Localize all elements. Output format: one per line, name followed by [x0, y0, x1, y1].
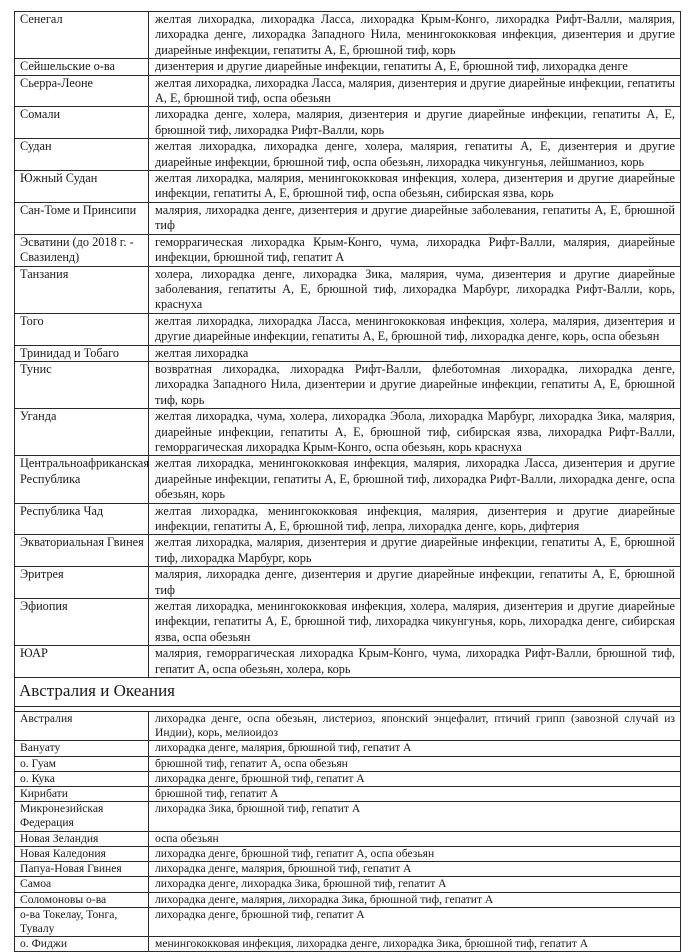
oceania-header-section — [15, 678, 681, 712]
disease-list: возвратная лихорадка, лихорадка Рифт-Валли, флеботомная лихорадка, лихорадка денге, лихорадка Западного Нила, дизентерии и другие диарейные инфекции, гепатиты А, Е, брюшной тиф, корь — [149, 361, 681, 408]
disease-list: желтая лихорадка, лихорадка Ласса, лихорадка Крым-Конго, лихорадка Рифт-Валли, малярия, лихорадка денге, лихорадка Западного Нила, менингококковая инфекция, дизентерия и другие диарейные инфекции, гепатиты А, Е, брюшной тиф, корь — [149, 12, 681, 59]
table-row — [15, 862, 681, 877]
country-name: о-ва Токелау, Тонга, Тувалу — [15, 907, 149, 936]
table-row — [15, 802, 681, 831]
table-row — [15, 535, 681, 567]
table-row — [15, 937, 681, 952]
disease-list: дизентерия и другие диарейные инфекции, гепатиты А, Е, брюшной тиф, лихорадка денге — [149, 59, 681, 75]
table-row — [15, 107, 681, 139]
table-row — [15, 139, 681, 171]
disease-list: желтая лихорадка, менингококковая инфекция, холера, малярия, дизентерия и другие диарейные инфекции, гепатиты А, Е, брюшной тиф, лихорадка чикунгунья, корь, лихорадка денге, сибирская язва, оспа обезьян — [149, 599, 681, 646]
oceania-section — [15, 712, 681, 952]
country-name: Республика Чад — [15, 503, 149, 535]
disease-list: желтая лихорадка, менингококковая инфекция, малярия, дизентерия и другие диарейные инфекции, гепатиты А, Е, брюшной тиф, лепра, лихорадка денге, корь, дифтерия — [149, 503, 681, 535]
table-row — [15, 892, 681, 907]
country-name: о. Гуам — [15, 756, 149, 771]
disease-list: лихорадка денге, малярия, брюшной тиф, гепатит А — [149, 741, 681, 756]
table-row — [15, 741, 681, 756]
country-name: о. Кука — [15, 771, 149, 786]
disease-list: лихорадка денге, малярия, лихорадка Зика, брюшной тиф, гепатит А — [149, 892, 681, 907]
country-name: Центральноафриканская Республика — [15, 456, 149, 503]
country-name: Сенегал — [15, 12, 149, 59]
country-name: Австралия — [15, 712, 149, 741]
country-name: Сомали — [15, 107, 149, 139]
disease-list: лихорадка денге, оспа обезьян, листериоз, японский энцефалит, птичий грипп (завозной случай из Индии), корь, мелиоидоз — [149, 712, 681, 741]
table-row — [15, 567, 681, 599]
disease-list: малярия, лихорадка денге, дизентерия и другие диарейные заболевания, гепатиты А, Е, брюшной тиф — [149, 202, 681, 234]
disease-list: желтая лихорадка, чума, холера, лихорадка Эбола, лихорадка Марбург, лихорадка Зика, малярия, диарейные инфекции, гепатиты А, Е, брюшной тиф, сибирская язва, лихорадка Рифт-Валли, геморрагическая лихорадка Крым-Конго, оспа обезьян, корь краснуха — [149, 409, 681, 456]
document-page — [14, 11, 681, 952]
country-name: Микронезийская Федерация — [15, 802, 149, 831]
table-row — [15, 12, 681, 59]
disease-list: геморрагическая лихорадка Крым-Конго, чума, лихорадка Рифт-Валли, малярия, диарейные инфекции, брюшной тиф, гепатит А — [149, 234, 681, 266]
disease-list: холера, лихорадка денге, лихорадка Зика, малярия, чума, дизентерия и другие диарейные заболевания, гепатиты А, Е, брюшной тиф, лихорадка Марбург, лихорадка Рифт-Валли, корь, краснуха — [149, 266, 681, 313]
disease-list: оспа обезьян — [149, 831, 681, 846]
disease-list: менингококковая инфекция, лихорадка денге, лихорадка Зика, брюшной тиф, гепатит А — [149, 937, 681, 952]
country-name: Папуа-Новая Гвинея — [15, 862, 149, 877]
section-header-row — [15, 678, 681, 707]
table-row — [15, 756, 681, 771]
country-name: Кирибати — [15, 787, 149, 802]
country-name: Тунис — [15, 361, 149, 408]
disease-list: малярия, лихорадка денге, дизентерия и другие диарейные инфекции, гепатиты А, Е, брюшной тиф — [149, 567, 681, 599]
country-name: Судан — [15, 139, 149, 171]
country-name: Танзания — [15, 266, 149, 313]
table-row — [15, 345, 681, 361]
table-row — [15, 846, 681, 861]
disease-list: лихорадка денге, малярия, брюшной тиф, гепатит А — [149, 862, 681, 877]
table-row — [15, 771, 681, 786]
country-name: Эсватини (до 2018 г. - Свазиленд) — [15, 234, 149, 266]
disease-list: лихорадка денге, холера, малярия, дизентерия и другие диарейные инфекции, гепатиты А, Е, брюшной тиф, лихорадка Рифт-Валли, корь — [149, 107, 681, 139]
table-row — [15, 171, 681, 203]
country-name: Сан-Томе и Принсипи — [15, 202, 149, 234]
disease-list: желтая лихорадка — [149, 345, 681, 361]
disease-list: лихорадка денге, брюшной тиф, гепатит А — [149, 771, 681, 786]
table-row — [15, 877, 681, 892]
country-name: Уганда — [15, 409, 149, 456]
country-name: Новая Зеландия — [15, 831, 149, 846]
country-name: Тринидад и Тобаго — [15, 345, 149, 361]
table-row — [15, 599, 681, 646]
table-row — [15, 361, 681, 408]
disease-list: желтая лихорадка, малярия, дизентерия и другие диарейные инфекции, гепатиты А, Е, брюшной тиф, лихорадка Марбург, корь — [149, 535, 681, 567]
disease-list: желтая лихорадка, лихорадка Ласса, малярия, дизентерия и другие диарейные инфекции, гепатиты А, Е, брюшной тиф, оспа обезьян — [149, 75, 681, 107]
disease-list: малярия, геморрагическая лихорадка Крым-Конго, чума, лихорадка Рифт-Валли, брюшной тиф, гепатит А, оспа обезьян, холера, корь — [149, 646, 681, 678]
disease-list: лихорадка денге, брюшной тиф, гепатит А, оспа обезьян — [149, 846, 681, 861]
table-row — [15, 59, 681, 75]
country-name: Того — [15, 313, 149, 345]
africa-section — [15, 12, 681, 678]
country-name: Сьерра-Леоне — [15, 75, 149, 107]
country-name: Южный Судан — [15, 171, 149, 203]
table-row — [15, 503, 681, 535]
table-row — [15, 313, 681, 345]
country-name: о. Фиджи — [15, 937, 149, 952]
country-name: Экваториальная Гвинея — [15, 535, 149, 567]
section-header: Австралия и Океания — [15, 678, 681, 707]
disease-list: желтая лихорадка, малярия, менингококковая инфекция, холера, дизентерия и другие диарейные инфекции, гепатиты А, Е, брюшной тиф, оспа обезьян, сибирская язва, корь — [149, 171, 681, 203]
table-row — [15, 456, 681, 503]
country-name: Новая Каледония — [15, 846, 149, 861]
table-row — [15, 409, 681, 456]
table-row — [15, 907, 681, 936]
disease-list: желтая лихорадка, лихорадка денге, холера, малярия, гепатиты А, Е, дизентерия и другие диарейные инфекции, брюшной тиф, оспа обезьян, лихорадка чикунгунья, лейшманиоз, корь — [149, 139, 681, 171]
disease-list: лихорадка Зика, брюшной тиф, гепатит А — [149, 802, 681, 831]
table-row — [15, 266, 681, 313]
table-row — [15, 202, 681, 234]
table-row — [15, 234, 681, 266]
disease-list: брюшной тиф, гепатит А — [149, 787, 681, 802]
table-row — [15, 646, 681, 678]
country-name: Самоа — [15, 877, 149, 892]
country-name: ЮАР — [15, 646, 149, 678]
country-name: Сейшельские о-ва — [15, 59, 149, 75]
table-row — [15, 75, 681, 107]
disease-list: желтая лихорадка, менингококковая инфекция, малярия, лихорадка Ласса, дизентерия и другие диарейные инфекции, гепатиты А, Е, брюшной тиф, лихорадка Рифт-Валли, лихорадка денге, оспа обезьян, корь — [149, 456, 681, 503]
disease-list: лихорадка денге, брюшной тиф, гепатит А — [149, 907, 681, 936]
country-name: Эфиопия — [15, 599, 149, 646]
country-name: Эритрея — [15, 567, 149, 599]
disease-table — [14, 11, 681, 952]
country-name: Соломоновы о-ва — [15, 892, 149, 907]
disease-list: лихорадка денге, лихорадка Зика, брюшной тиф, гепатит А — [149, 877, 681, 892]
table-row — [15, 787, 681, 802]
disease-list: брюшной тиф, гепатит А, оспа обезьян — [149, 756, 681, 771]
disease-list: желтая лихорадка, лихорадка Ласса, менингококковая инфекция, холера, малярия, дизентерия и другие диарейные инфекции, гепатиты А, Е, брюшной тиф, лихорадка денге, корь, оспа обезьян — [149, 313, 681, 345]
table-row — [15, 831, 681, 846]
table-row — [15, 712, 681, 741]
country-name: Вануату — [15, 741, 149, 756]
